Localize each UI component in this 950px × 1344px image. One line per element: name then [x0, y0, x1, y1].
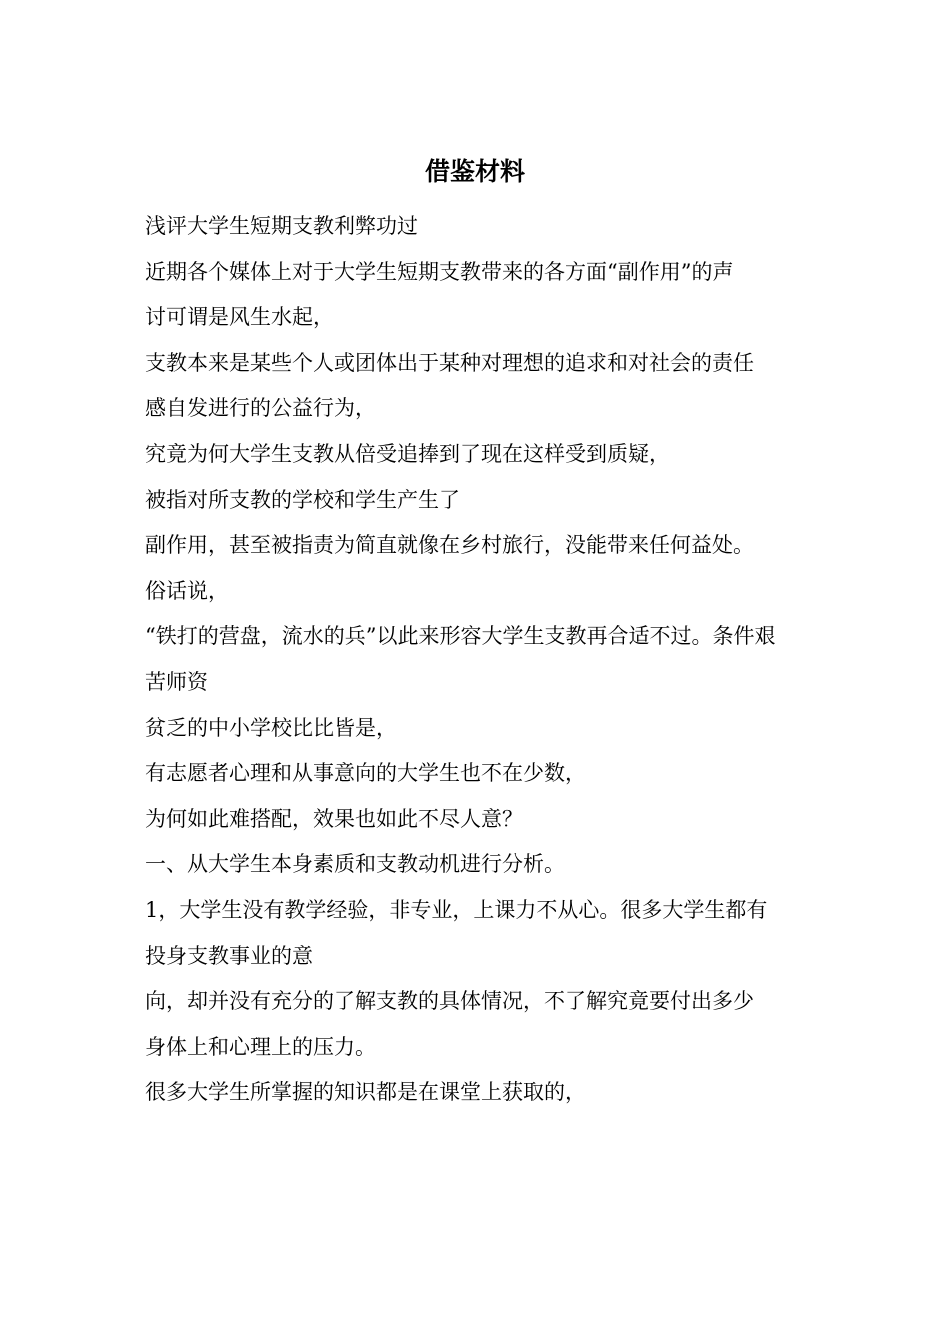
text-line: 苦师资 [145, 669, 208, 694]
text-line: 1，大学生没有教学经验，非专业，上课力不从心。很多大学生都有 [145, 897, 768, 922]
text-line: 讨可谓是风生水起， [145, 305, 334, 330]
text-line: “铁打的营盘，流水的兵”以此来形容大学生支教再合适不过。条件艰 [145, 624, 776, 649]
text-line: 俗话说， [145, 578, 229, 603]
text-line: 近期各个媒体上对于大学生短期支教带来的各方面“副作用”的声 [145, 259, 734, 284]
text-line: 一、从大学生本身素质和支教动机进行分析。 [145, 852, 565, 877]
text-line: 有志愿者心理和从事意向的大学生也不在少数， [145, 761, 586, 786]
text-line: 感自发进行的公益行为， [145, 396, 376, 421]
text-line: 为何如此难搭配，效果也如此不尽人意？ [145, 806, 523, 831]
text-line: 被指对所支教的学校和学生产生了 [145, 487, 460, 512]
text-line: 身体上和心理上的压力。 [145, 1034, 376, 1059]
text-line: 投身支教事业的意 [145, 943, 313, 968]
text-line: 支教本来是某些个人或团体出于某种对理想的追求和对社会的责任 [145, 350, 754, 375]
text-line: 很多大学生所掌握的知识都是在课堂上获取的， [145, 1080, 586, 1105]
document-title: 借鉴材料 [424, 157, 525, 186]
text-line: 副作用，甚至被指责为简直就像在乡村旅行，没能带来任何益处。 [145, 533, 754, 558]
text-line: 浅评大学生短期支教利弊功过 [145, 214, 418, 238]
text-line: 贫乏的中小学校比比皆是， [145, 715, 397, 740]
text-line: 向，却并没有充分的了解支教的具体情况，不了解究竟要付出多少 [145, 989, 754, 1014]
text-line: 究竟为何大学生支教从倍受追捧到了现在这样受到质疑， [145, 441, 670, 466]
document-body [145, 204, 825, 1116]
